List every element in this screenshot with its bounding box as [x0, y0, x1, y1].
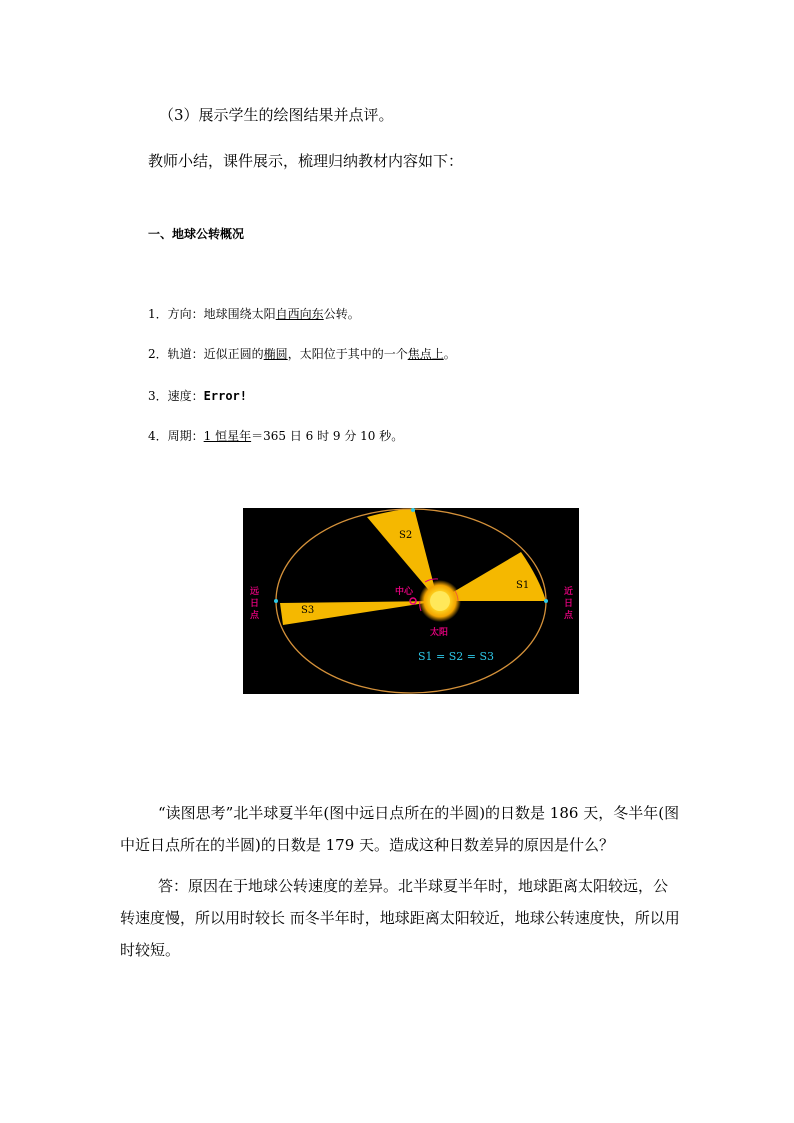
label-s1: S1: [516, 580, 530, 591]
underlined-term: 焦点上: [407, 347, 444, 361]
underlined-term: 1 恒星年: [203, 429, 252, 443]
perihelion-point: [544, 599, 548, 603]
label-aphelion-1: 远: [250, 587, 260, 597]
teacher-summary-text: 教师小结，课件展示，梳理归纳教材内容如下：: [148, 152, 464, 170]
label-center: 中心: [395, 587, 414, 597]
label-perihelion-2: 日: [564, 599, 574, 609]
item-text: 地球围绕太阳: [203, 307, 276, 321]
item-number: 4．: [148, 429, 168, 443]
label-sun: 太阳: [430, 628, 449, 638]
answer-paragraph: [120, 870, 680, 966]
error-text: Error!: [203, 389, 248, 403]
item-label: 轨道：: [167, 347, 204, 361]
item-text: 公转。: [323, 307, 360, 321]
orbit-diagram: [243, 508, 579, 694]
list-item-speed: [148, 387, 247, 404]
label-aphelion-3: 点: [250, 611, 260, 621]
area-equality-formula: S1 = S2 = S3: [418, 650, 495, 663]
top-point: [411, 508, 415, 512]
underlined-term: 自西向东: [275, 307, 324, 321]
question-text: “读图思考”北半球夏半年(图中远日点所在的半圆)的日数是 186 天，冬半年(图中近日点所在的半圆)的日数是 179 天。造成这种日数差异的原因是什么？: [120, 804, 680, 854]
sun-icon: [430, 591, 450, 611]
item-text: 近似正圆的: [203, 347, 264, 361]
list-item-direction: [148, 305, 360, 322]
label-s2: S2: [399, 530, 413, 541]
step3-text: （3）展示学生的绘图结果并点评。: [159, 106, 394, 124]
item-label: 周期：: [167, 429, 204, 443]
label-perihelion-3: 点: [564, 611, 574, 621]
underlined-term: 椭圆: [263, 347, 288, 361]
label-perihelion-1: 近: [564, 587, 574, 597]
answer-text: 答：原因在于地球公转速度的差异。北半球夏半年时，地球距离太阳较远，公转速度慢，所以用时较长 而冬半年时，地球距离太阳较近，地球公转速度快，所以用时较短。: [120, 877, 680, 959]
orbit-diagram-svg: [243, 508, 579, 694]
label-s3: S3: [301, 605, 315, 616]
aphelion-point: [274, 599, 278, 603]
item-text: ＝365 日 6 时 9 分 10 秒。: [251, 429, 404, 443]
label-aphelion-2: 日: [250, 599, 260, 609]
section-heading: 一、地球公转概况: [148, 227, 245, 241]
list-item-period: [148, 427, 403, 444]
item-text: ，太阳位于其中的一个: [287, 347, 408, 361]
item-number: 3．: [148, 389, 168, 403]
item-number: 2．: [148, 347, 168, 361]
question-paragraph: [120, 797, 680, 861]
list-item-orbit: [148, 345, 456, 362]
item-label: 速度：: [167, 389, 204, 403]
item-number: 1．: [148, 307, 168, 321]
item-text: 。: [443, 347, 456, 361]
item-label: 方向：: [167, 307, 204, 321]
